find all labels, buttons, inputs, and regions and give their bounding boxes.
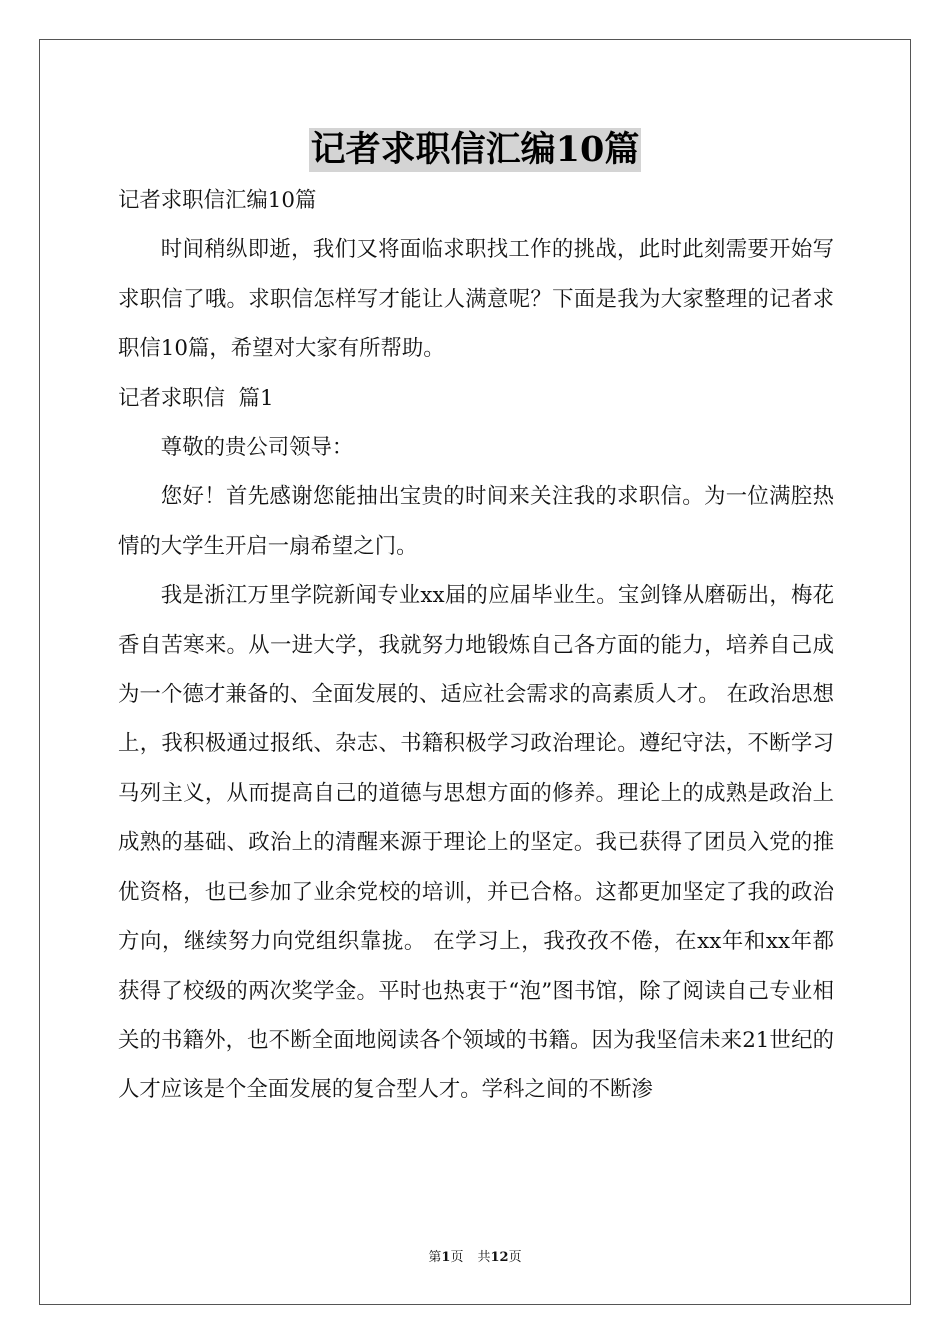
total-suffix: 页	[508, 1250, 522, 1265]
document-title: 记者求职信汇编10篇	[310, 129, 640, 170]
page-suffix: 页	[450, 1250, 464, 1265]
salutation: 尊敬的贵公司领导：	[160, 435, 354, 461]
total-pages: 12	[490, 1250, 509, 1265]
page-number: 1	[441, 1250, 451, 1265]
paragraph: 时间稍纵即逝，我们又将面临求职找工作的挑战，此时此刻需要开始写求职信了哦。求职信怎样写才能让人满意呢？下面是我为大家整理的记者求职信10篇，希望对大家有所帮助。	[118, 237, 834, 362]
page-footer	[0, 1246, 950, 1265]
paragraph: 您好！首先感谢您能抽出宝贵的时间来关注我的求职信。为一位满腔热情的大学生开启一扇希望之门。	[118, 484, 834, 559]
page-prefix: 第	[428, 1250, 442, 1265]
paragraph: 记者求职信汇编10篇	[118, 188, 317, 213]
paragraph: 我是浙江万里学院新闻专业xx届的应届毕业生。宝剑锋从磨砺出，梅花香自苦寒来。从一进大学，我就努力地锻炼自己各方面的能力，培养自己成为一个德才兼备的、全面发展的、适应社会需求的高素质人才。 在政治思想上，我积极通过报纸、杂志、书籍积极学习政治理论。遵纪守法，不断学习马列主义，从而提高自己的道德与思想方面的修养。理论上的成熟是政治上成熟的基础、政治上的清醒来源于理论上的坚定。我已获得了团员入党的推优资格，也已参加了业余党校的培训，并已合格。这都更加坚定了我的政治方向，继续努力向党组织靠拢。 在学习上，我孜孜不倦，在xx年和xx年都获得了校级的两次奖学金。平时也热衷于“泡”图书馆，除了阅读自己专业相关的书籍外，也不断全面地阅读各个领域的书籍。因为我坚信未来21世纪的人才应该是个全面发展的复合型人才。学科之间的不断渗	[118, 583, 834, 1103]
total-prefix: 共	[477, 1250, 491, 1265]
document-body	[118, 176, 834, 1115]
title-container	[0, 128, 950, 172]
section-heading: 记者求职信 篇1	[118, 385, 274, 411]
